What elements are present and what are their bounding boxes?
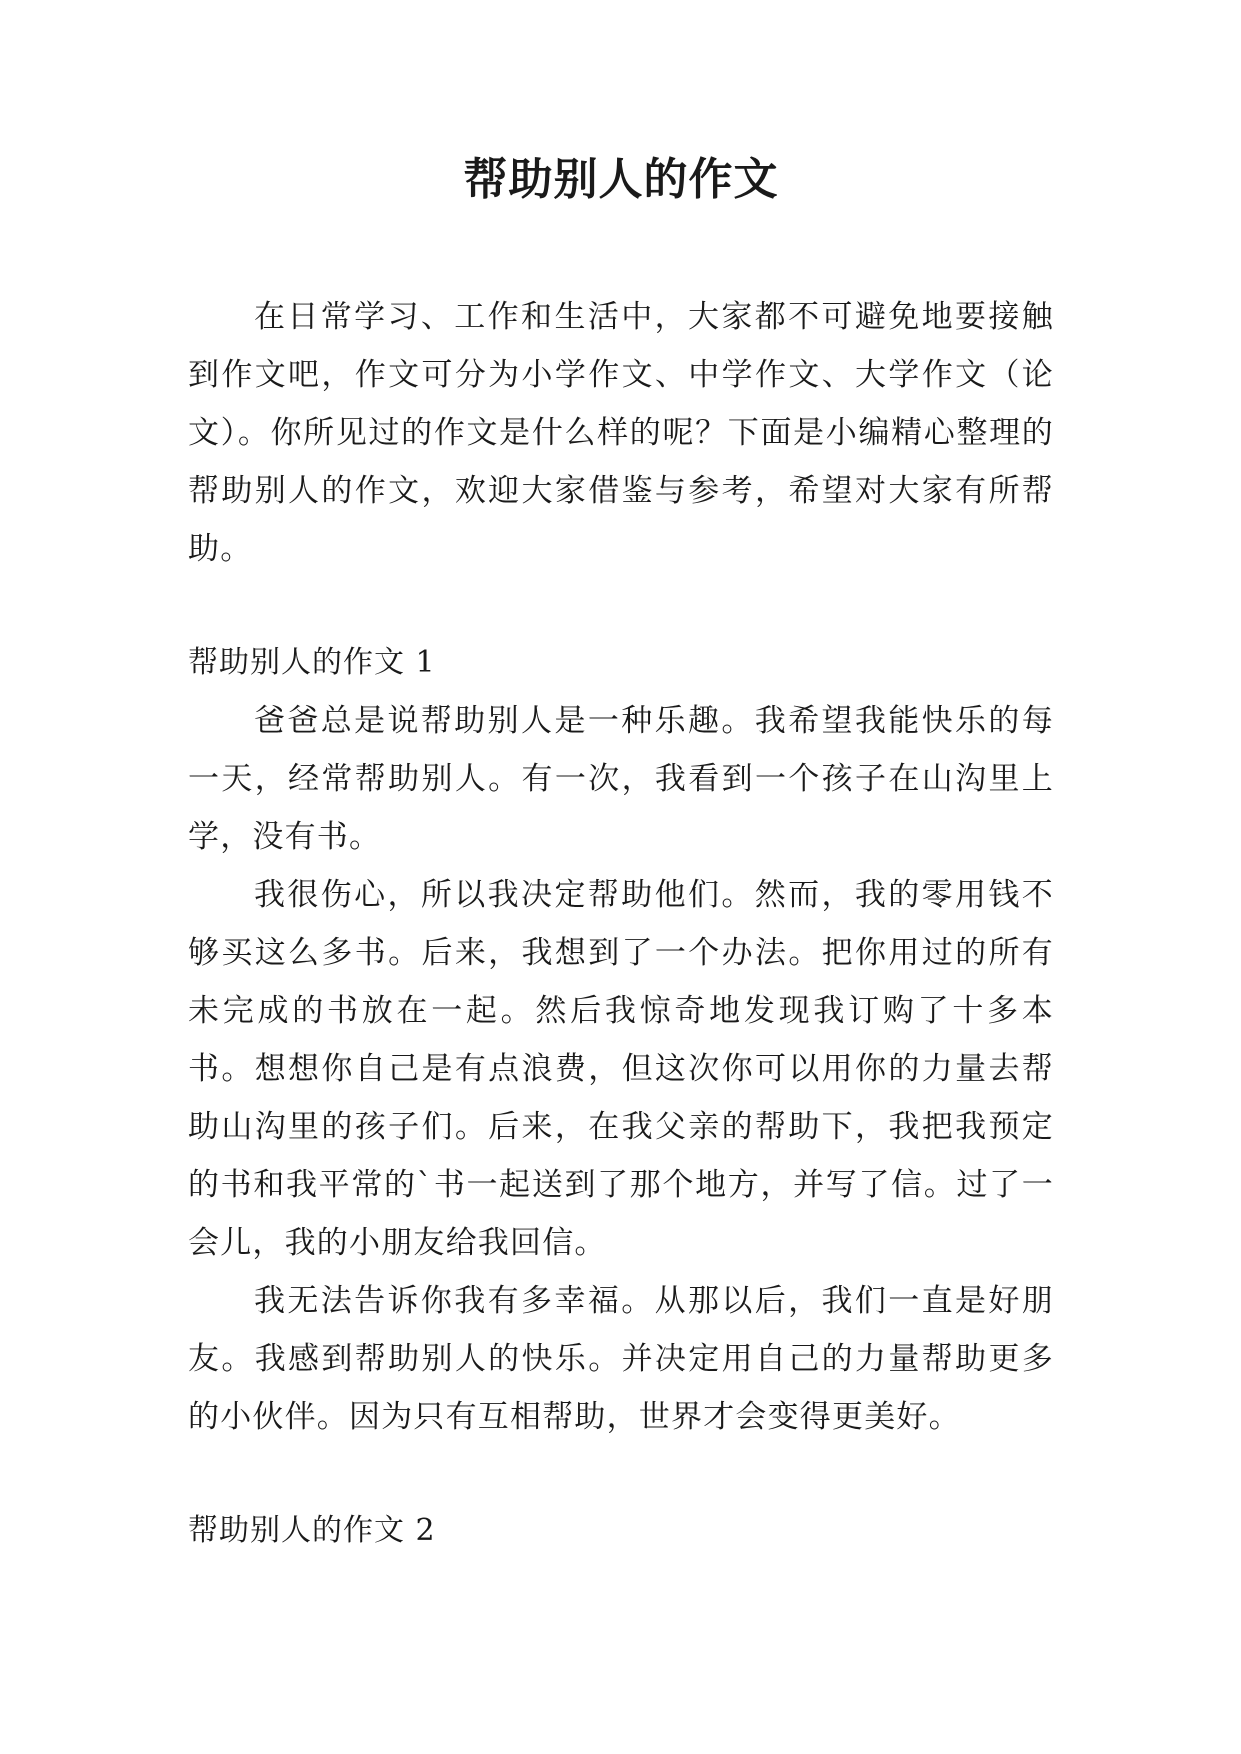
- document-body: [188, 288, 1054, 1560]
- document-page: [188, 0, 1054, 1754]
- section-gap: [188, 578, 1054, 634]
- section-gap: [188, 1446, 1054, 1502]
- section-1-paragraph-3: 我无法告诉你我有多幸福。从那以后，我们一直是好朋友。我感到帮助别人的快乐。并决定用自己的力量帮助更多的小伙伴。因为只有互相帮助，世界才会变得更美好。: [188, 1283, 1054, 1435]
- document-title: 帮助别人的作文: [463, 154, 779, 205]
- section-1-paragraph-1: 爸爸总是说帮助别人是一种乐趣。我希望我能快乐的每一天，经常帮助别人。有一次，我看到一个孩子在山沟里上学，没有书。: [188, 703, 1054, 855]
- section-heading-2: 帮助别人的作文 2: [188, 1513, 436, 1548]
- intro-paragraph: 在日常学习、工作和生活中，大家都不可避免地要接触到作文吧，作文可分为小学作文、中学作文、大学作文（论文）。你所见过的作文是什么样的呢？下面是小编精心整理的帮助别人的作文，欢迎大家借鉴与参考，希望对大家有所帮助。: [188, 299, 1054, 567]
- section-heading-1: 帮助别人的作文 1: [188, 645, 436, 680]
- essay-section-2: [188, 1502, 1054, 1560]
- section-1-paragraph-2: 我很伤心，所以我决定帮助他们。然而，我的零用钱不够买这么多书。后来，我想到了一个办法。把你用过的所有未完成的书放在一起。然后我惊奇地发现我订购了十多本书。想想你自己是有点浪费，但这次你可以用你的力量去帮助山沟里的孩子们。后来，在我父亲的帮助下，我把我预定的书和我平常的`书一起送到了那个地方，并写了信。过了一会儿，我的小朋友给我回信。: [188, 877, 1054, 1261]
- essay-section-1: [188, 634, 1054, 1446]
